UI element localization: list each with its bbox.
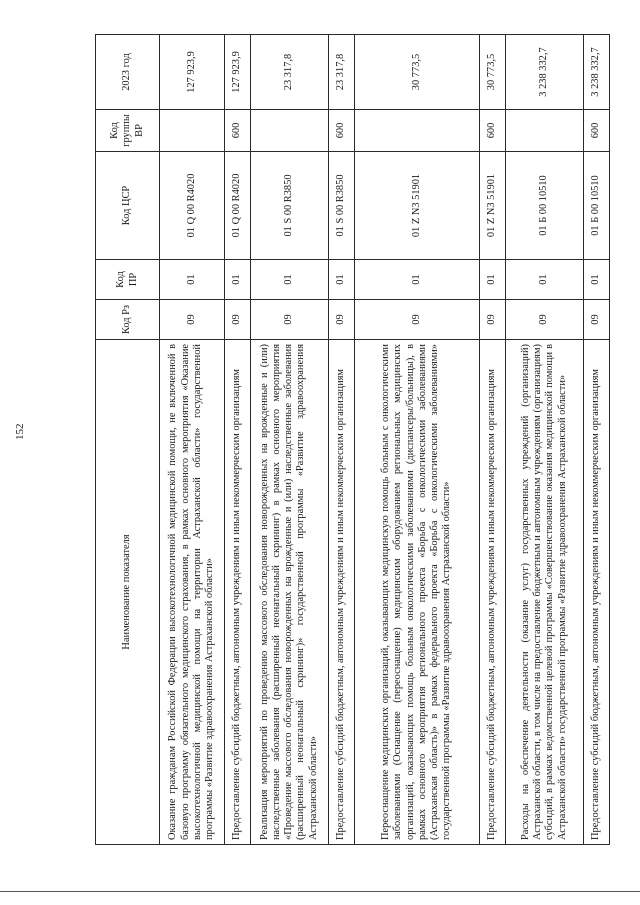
row-amount: 127 923,9 (160, 35, 225, 110)
row-name: Оказание гражданам Российской Федерации высокотехнологичной медицинской помощи, не включенной в базовую программу обязательного медицинского страхования, в рамках основного мероприятия «Оказание высокотехнологичной медицинской помощи на территории Астраханской области» государственной программы «Развитие здравоохранения Астраханской области» (160, 340, 225, 845)
row-pr: 01 (583, 260, 609, 300)
row-csr: 01 Q 00 R4020 (224, 152, 250, 260)
row-vr: 600 (479, 110, 505, 152)
row-pr: 01 (354, 260, 479, 300)
row-csr: 01 S 00 R3850 (250, 152, 328, 260)
row-amount: 30 773,5 (354, 35, 479, 110)
table-row (250, 35, 328, 845)
table-row (328, 35, 354, 845)
budget-table (95, 34, 610, 845)
row-name: Предоставление субсидий бюджетным, автономным учреждениям и иным некоммерческим организациям (583, 340, 609, 845)
row-csr: 01 S 00 R3850 (328, 152, 354, 260)
table-row (505, 35, 583, 845)
row-rz: 09 (354, 300, 479, 340)
row-amount: 30 773,5 (479, 35, 505, 110)
row-pr: 01 (224, 260, 250, 300)
header-year: 2023 год (96, 35, 160, 110)
header-vr: Код группы ВР (96, 110, 160, 152)
header-row (96, 35, 160, 845)
row-pr: 01 (479, 260, 505, 300)
row-csr: 01 Z N3 51901 (354, 152, 479, 260)
row-amount: 23 317,8 (328, 35, 354, 110)
row-name: Переоснащение медицинских организаций, оказывающих медицинскую помощь больным с онкологическими заболеваниями (Оснащение (переоснащение) медицинским оборудованием региональных медицинских организаций, оказывающих помощь больным онкологическими заболеваниями (диспансеры/больницы), в рамках основного мероприятия регионального проекта «Борьба с онкологическими заболеваниями (Астраханская область)» в рамках федерального проекта «Борьба с онкологическими заболеваниями» государственной программы «Развитие здравоохранения Астраханской области» (354, 340, 479, 845)
row-rz: 09 (479, 300, 505, 340)
row-name: Предоставление субсидий бюджетным, автономным учреждениям и иным некоммерческим организациям (224, 340, 250, 845)
row-rz: 09 (160, 300, 225, 340)
row-amount: 127 923,9 (224, 35, 250, 110)
bottom-rule (0, 891, 640, 892)
header-name: Наименование показателя (96, 340, 160, 845)
row-pr: 01 (250, 260, 328, 300)
table-row (479, 35, 505, 845)
row-rz: 09 (505, 300, 583, 340)
row-csr: 01 Z N3 51901 (479, 152, 505, 260)
row-amount: 23 317,8 (250, 35, 328, 110)
table-row (160, 35, 225, 845)
header-rz: Код Рз (96, 300, 160, 340)
row-rz: 09 (328, 300, 354, 340)
row-name: Реализация мероприятий по проведению массового обследования новорожденных на врожденные и (или) наследственные заболевания (расширенный неонатальный скрининг) в рамках основного мероприятия «Проведение массового обследования новорожденных на врожденные и (или) наследственные заболевания (расширенный неонатальный скрининг)» государственной программы «Развитие здравоохранения Астраханской области» (250, 340, 328, 845)
table-row (224, 35, 250, 845)
row-csr: 01 Б 00 10510 (505, 152, 583, 260)
row-vr (354, 110, 479, 152)
row-rz: 09 (224, 300, 250, 340)
row-vr (250, 110, 328, 152)
row-amount: 3 238 332,7 (583, 35, 609, 110)
page-number: 152 (14, 423, 26, 440)
row-vr (160, 110, 225, 152)
row-name: Предоставление субсидий бюджетным, автономным учреждениям и иным некоммерческим организациям (328, 340, 354, 845)
row-vr: 600 (583, 110, 609, 152)
row-pr: 01 (328, 260, 354, 300)
header-pr: Код ПР (96, 260, 160, 300)
row-vr (505, 110, 583, 152)
row-name: Расходы на обеспечение деятельности (оказание услуг) государственных учреждений (организаций) Астраханской области, в том числе на предоставление бюджетным и автономным учреждениям (организациям) субсидий, в рамках ведомственной целевой программы «Совершенствование оказания медицинской помощи в Астраханской области» государственной программы «Развитие здравоохранения Астраханской области» (505, 340, 583, 845)
row-csr: 01 Q 00 R4020 (160, 152, 225, 260)
row-pr: 01 (505, 260, 583, 300)
row-csr: 01 Б 00 10510 (583, 152, 609, 260)
row-rz: 09 (250, 300, 328, 340)
row-vr: 600 (328, 110, 354, 152)
rotated-table-wrapper (95, 35, 610, 845)
header-csr: Код ЦСР (96, 152, 160, 260)
row-pr: 01 (160, 260, 225, 300)
row-rz: 09 (583, 300, 609, 340)
row-vr: 600 (224, 110, 250, 152)
row-name: Предоставление субсидий бюджетным, автономным учреждениям и иным некоммерческим организациям (479, 340, 505, 845)
table-row (354, 35, 479, 845)
table-row (583, 35, 609, 845)
row-amount: 3 238 332,7 (505, 35, 583, 110)
